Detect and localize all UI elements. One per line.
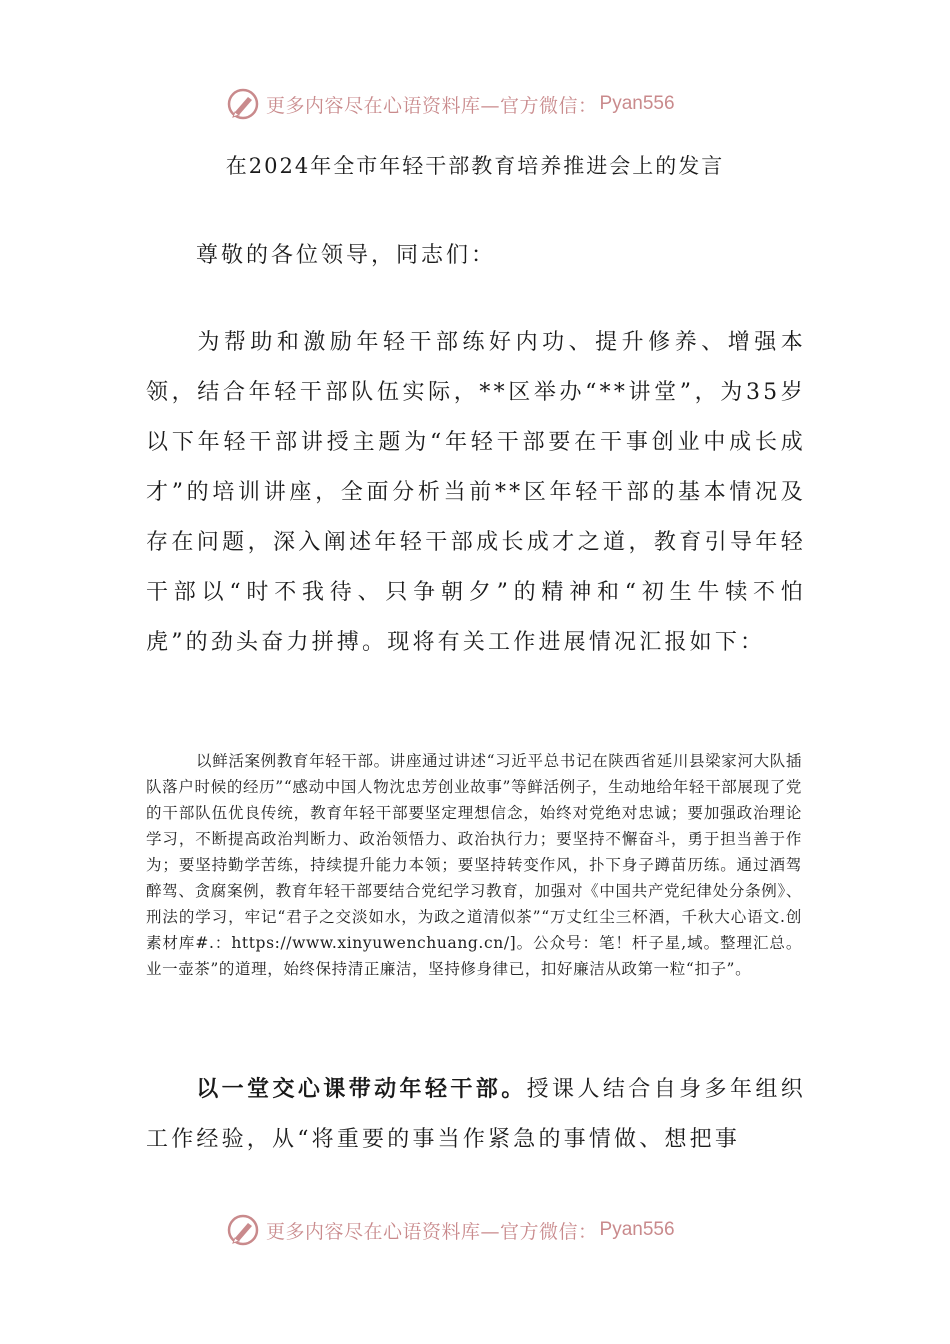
watermark-banner-bottom [226, 1210, 675, 1250]
greeting: 尊敬的各位领导，同志们： [196, 243, 497, 268]
watermark-text: 更多内容尽在心语资料库—官方微信： [266, 94, 598, 117]
watermark-text: 更多内容尽在心语资料库—官方微信： [266, 1220, 598, 1243]
paragraph-body: 授课人结合自身多年组织工作经验，从“将重要的事当作紧急的事情做、想把事 [146, 1077, 807, 1152]
watermark-wechat-id: Pyan556 [599, 1219, 675, 1240]
pen-logo-icon [226, 87, 260, 121]
paragraph-cases: 以鲜活案例教育年轻干部。讲座通过讲述“习近平总书记在陕西省延川县梁家河大队插队落户时候的经历”“感动中国人物沈忠芳创业故事”等鲜活例子，生动地给年轻干部展现了党的干部队伍优良传统，教育年轻干部要坚定理想信念，始终对党绝对忠诚；要加强政治理论学习，不断提高政治判断力、政治领悟力、政治执行力；要坚持不懈奋斗，勇于担当善于作为；要坚持勤学苦练，持续提升能力本领；要坚持转变作风，扑下身子蹲苗历练。通过酒驾醉驾、贪腐案例，教育年轻干部要结合党纪学习教育，加强对《中国共产党纪律处分条例》、刑法的学习，牢记“君子之交淡如水，为政之道清似茶”“万丈红尘三杯酒，千秋大心语文.创素材库#.：https://www.xinyuwenchuang.cn/]。公众号：笔！杆子星,域。整理汇总。业一壶茶”的道理，始终保持清正廉洁，坚持修身律已，扣好廉洁从政第一粒“扣子”。 [146, 752, 802, 978]
pen-logo-icon [226, 1213, 260, 1247]
paragraph-intro: 为帮助和激励年轻干部练好内功、提升修养、增强本领，结合年轻干部队伍实际，**区举办“**讲堂”，为35岁以下年轻干部讲授主题为“年轻干部要在干事创业中成长成才”的培训讲座，全面分析当前**区年轻干部的基本情况及存在问题，深入阐述年轻干部成长成才之道，教育引导年轻干部以“时不我待、只争朝夕”的精神和“初生牛犊不怕虎”的劲头奋力拼搏。现将有关工作进展情况汇报如下： [146, 330, 806, 655]
watermark-banner-top [226, 84, 675, 124]
paragraph-lead: 以一堂交心课带动年轻干部。 [196, 1076, 527, 1102]
paragraph-heart-talk [146, 1064, 806, 1165]
watermark-wechat-id: Pyan556 [599, 93, 675, 114]
document-title: 在2024年全市年轻干部教育培养推进会上的发言 [225, 154, 725, 178]
